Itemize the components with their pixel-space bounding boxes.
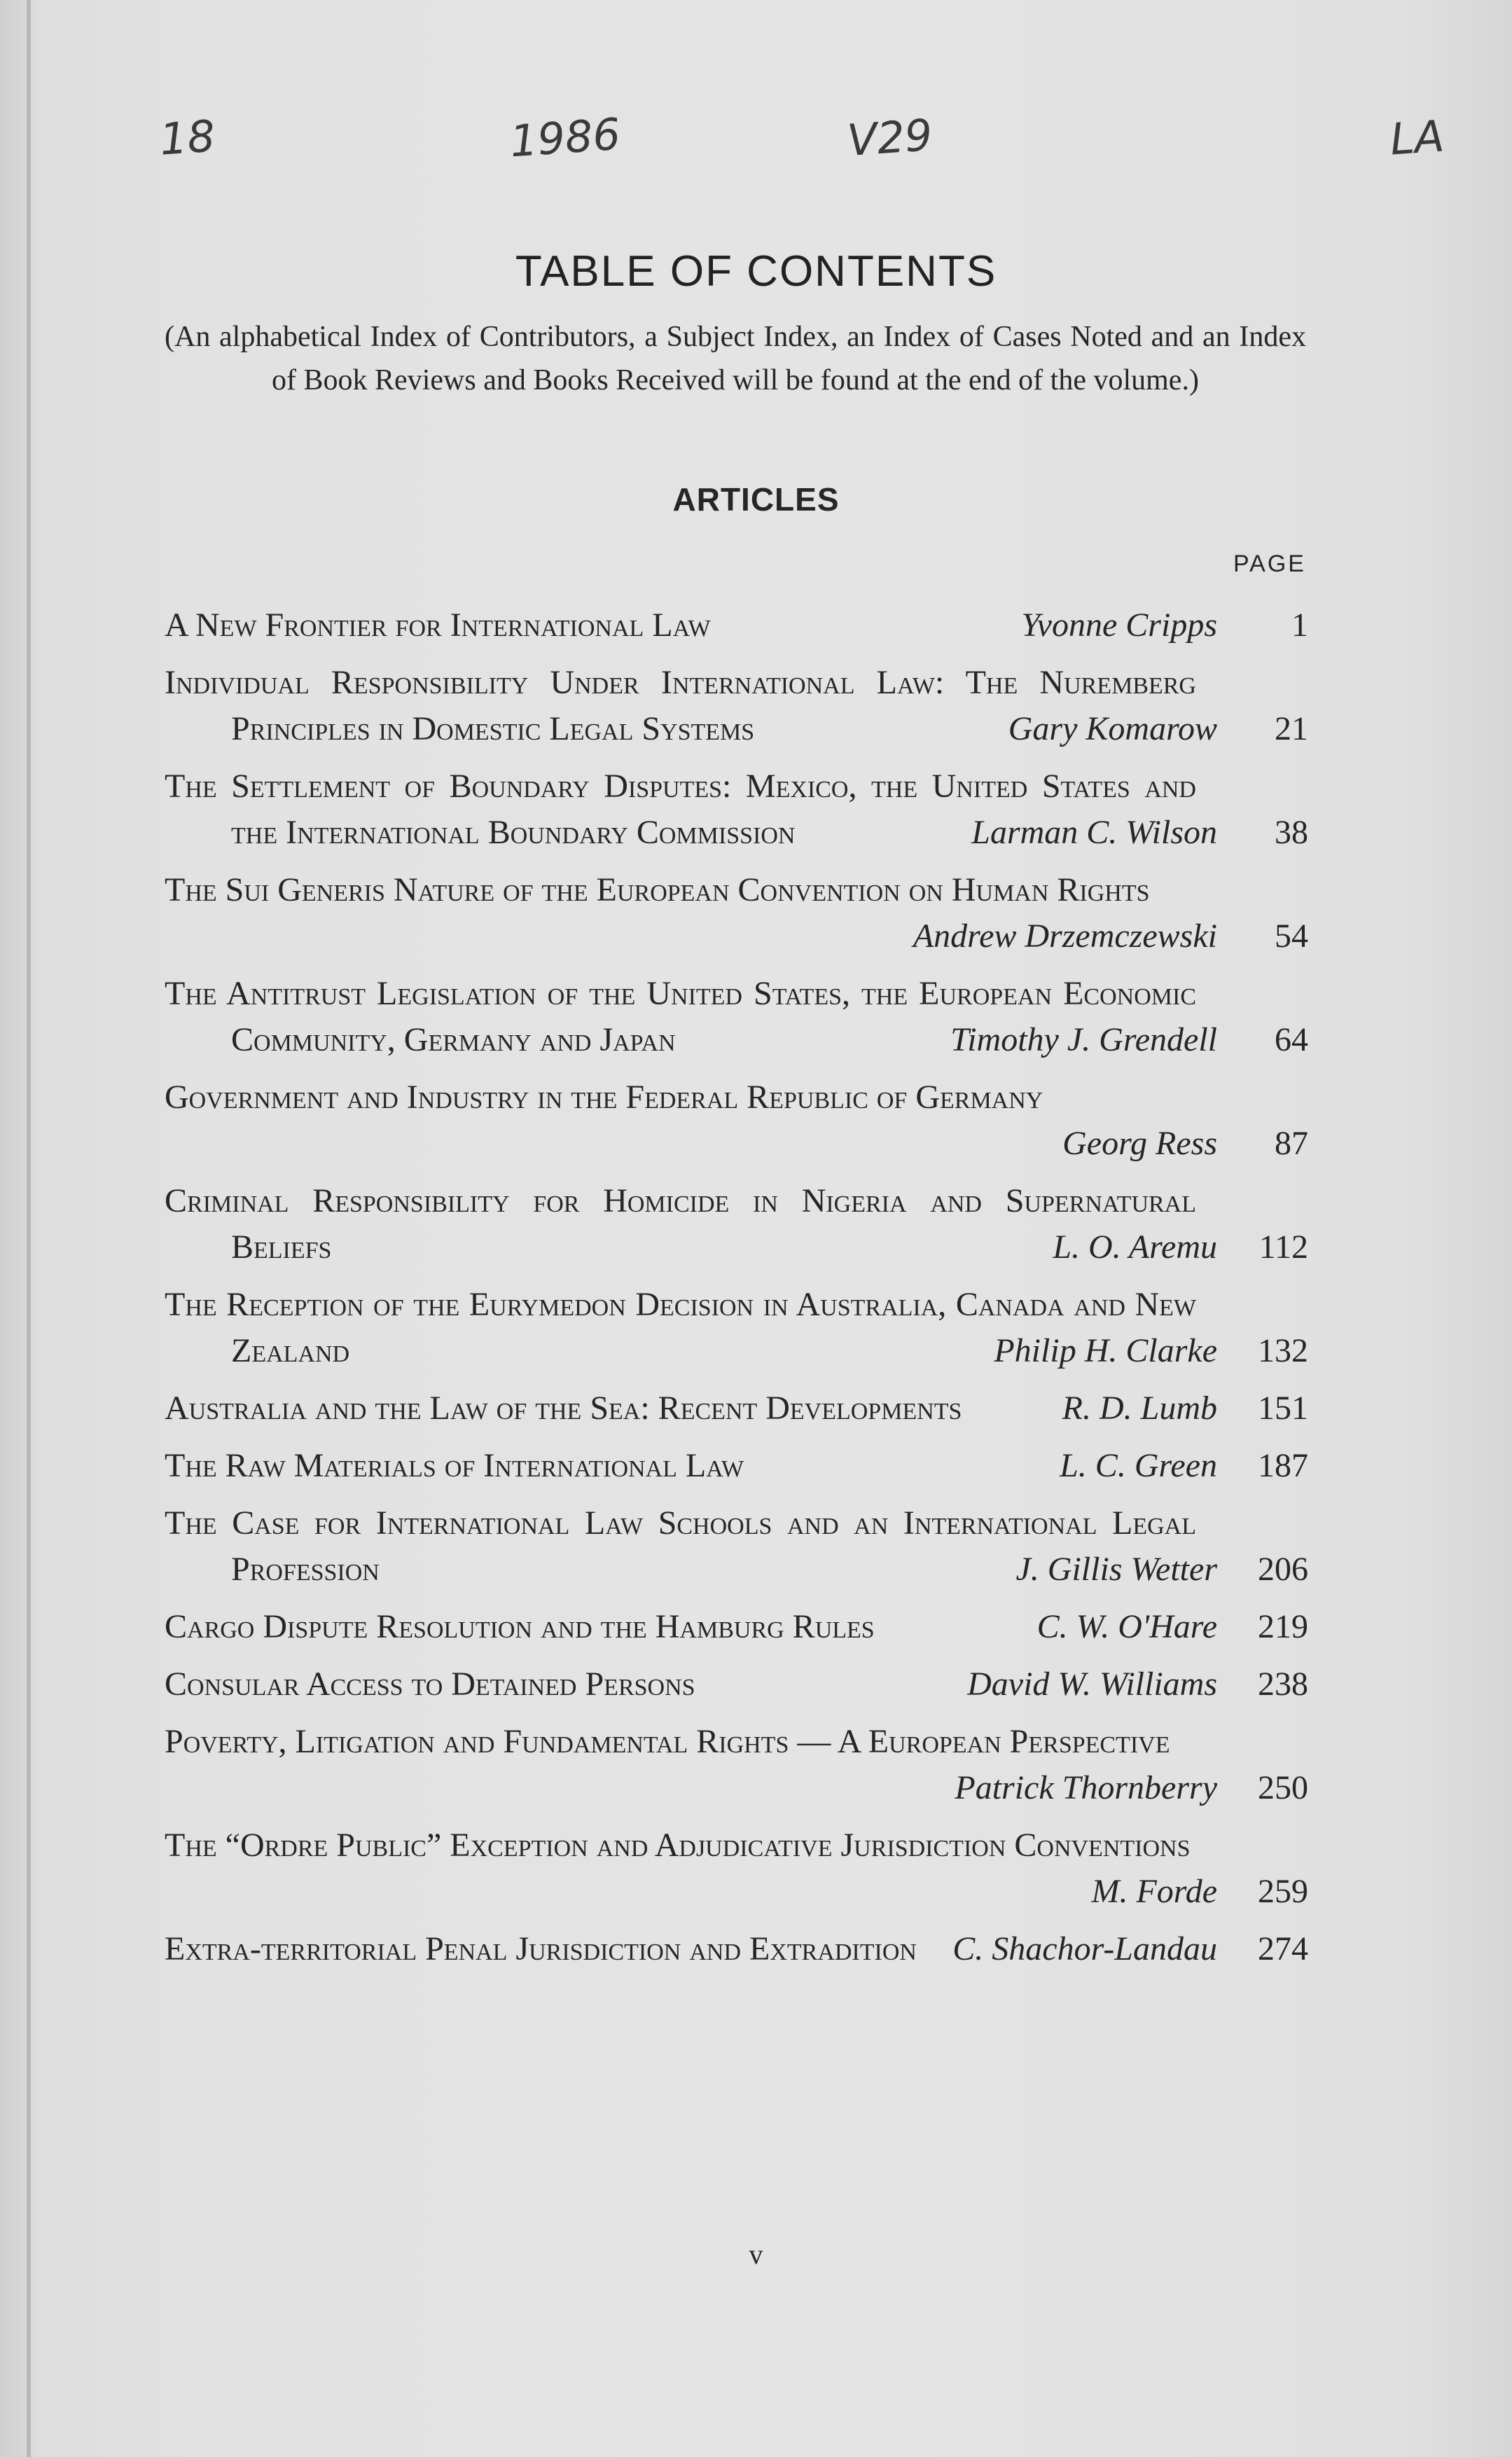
entry-author: Georg Ress [1062, 1125, 1217, 1162]
entry-page-number: 259 [1258, 1873, 1308, 1910]
entry-page-number: 1 [1291, 607, 1308, 644]
handwritten-annotation: LA [1388, 110, 1446, 165]
entry-title: The Antitrust Legislation of the United States, the European Economic Community, Germany and Japan [165, 975, 1196, 1058]
entry-author: Larman C. Wilson [971, 814, 1217, 851]
entry-page-number: 54 [1275, 918, 1308, 955]
entry-title: Consular Access to Detained Persons [165, 1666, 695, 1703]
entry-title: Criminal Responsibility for Homicide in Nigeria and Supernatural Beliefs [165, 1182, 1196, 1266]
toc-entry [165, 602, 1308, 649]
intro-note: (An alphabetical Index of Contributors, a Subject Index, an Index of Cases Noted and an Index of Book Reviews and Books Received will be found at the end of the volume.) [165, 321, 1306, 396]
entry-page-number: 38 [1275, 814, 1308, 851]
binding-shadow [27, 0, 31, 2457]
page-column-label: PAGE [1233, 551, 1306, 577]
entry-author-line [165, 913, 1308, 960]
entry-author: Timothy J. Grendell [950, 1021, 1217, 1058]
entry-author: C. W. O'Hare [1036, 1608, 1217, 1645]
entry-page-number: 238 [1258, 1666, 1308, 1703]
entry-title: The “Ordre Public” Exception and Adjudicative Jurisdiction Conventions [165, 1827, 1191, 1864]
entry-title: Individual Responsibility Under International Law: The Nuremberg Principles in Domestic Legal Systems [165, 664, 1196, 747]
entry-author: Patrick Thornberry [955, 1769, 1217, 1806]
entry-page-number: 274 [1258, 1930, 1308, 1967]
toc-entry [165, 1443, 1308, 1489]
entry-author: L. O. Aremu [1053, 1228, 1217, 1266]
entry-page-number: 64 [1275, 1021, 1308, 1058]
toc-entry [165, 1178, 1308, 1271]
toc-entry [165, 1604, 1308, 1650]
entry-page-number: 250 [1258, 1769, 1308, 1806]
entry-author: Andrew Drzemczewski [913, 918, 1217, 955]
handwritten-annotation: 1986 [508, 108, 623, 167]
toc-entry [165, 1661, 1308, 1708]
entry-page-number: 206 [1258, 1551, 1308, 1588]
toc-entry [165, 660, 1308, 752]
entry-author: David W. Williams [967, 1666, 1217, 1703]
toc-entry [165, 867, 1308, 960]
toc-entry [165, 1074, 1308, 1167]
entry-page-number: 21 [1275, 710, 1308, 747]
entry-author: M. Forde [1091, 1873, 1217, 1910]
toc-entry [165, 1926, 1308, 1972]
entry-author-line [165, 1121, 1308, 1167]
entry-author: Yvonne Cripps [1021, 607, 1217, 644]
entry-title: Australia and the Law of the Sea: Recent Developments [165, 1390, 962, 1427]
entry-title: Government and Industry in the Federal Republic of Germany [165, 1079, 1043, 1116]
entry-page-number: 112 [1258, 1228, 1308, 1266]
toc-list [165, 602, 1308, 1984]
entry-page-number: 219 [1258, 1608, 1308, 1645]
entry-title: The Sui Generis Nature of the European Convention on Human Rights [165, 871, 1150, 908]
entry-author: C. Shachor-Landau [952, 1930, 1217, 1967]
entry-author-line [165, 1224, 1308, 1271]
entry-author: R. D. Lumb [1062, 1390, 1217, 1427]
toc-entry [165, 971, 1308, 1063]
entry-author: L. C. Green [1060, 1447, 1217, 1484]
entry-page-number: 132 [1258, 1332, 1308, 1369]
entry-page-number: 187 [1258, 1447, 1308, 1484]
entry-title: The Settlement of Boundary Disputes: Mexico, the United States and the International Boundary Commission [165, 768, 1196, 851]
toc-entry [165, 1385, 1308, 1432]
section-heading: ARTICLES [672, 481, 840, 518]
entry-title: The Raw Materials of International Law [165, 1447, 744, 1484]
entry-title: The Reception of the Eurymedon Decision in Australia, Canada and New Zealand [165, 1286, 1196, 1369]
page-title: TABLE OF CONTENTS [515, 247, 997, 296]
entry-author-line [165, 1765, 1308, 1811]
entry-author: Gary Komarow [1008, 710, 1217, 747]
entry-author: Philip H. Clarke [994, 1332, 1217, 1369]
toc-entry [165, 1282, 1308, 1374]
handwritten-annotation: V29 [845, 109, 934, 167]
entry-title: The Case for International Law Schools and an International Legal Profession [165, 1504, 1196, 1588]
entry-author: J. Gillis Wetter [1015, 1551, 1217, 1588]
toc-entry [165, 1822, 1308, 1915]
entry-title: Extra-territorial Penal Jurisdiction and Extradition [165, 1930, 917, 1967]
toc-entry [165, 1719, 1308, 1811]
toc-entry [165, 1500, 1308, 1593]
entry-title: Cargo Dispute Resolution and the Hamburg Rules [165, 1608, 875, 1645]
entry-title: Poverty, Litigation and Fundamental Rights — A European Perspective [165, 1723, 1170, 1760]
toc-entry [165, 763, 1308, 856]
entry-page-number: 151 [1258, 1390, 1308, 1427]
entry-page-number: 87 [1275, 1125, 1308, 1162]
entry-title: A New Frontier for International Law [165, 607, 711, 644]
handwritten-annotation: 18 [158, 110, 217, 165]
entry-author-line [165, 1869, 1308, 1915]
page-number: v [749, 2238, 763, 2270]
